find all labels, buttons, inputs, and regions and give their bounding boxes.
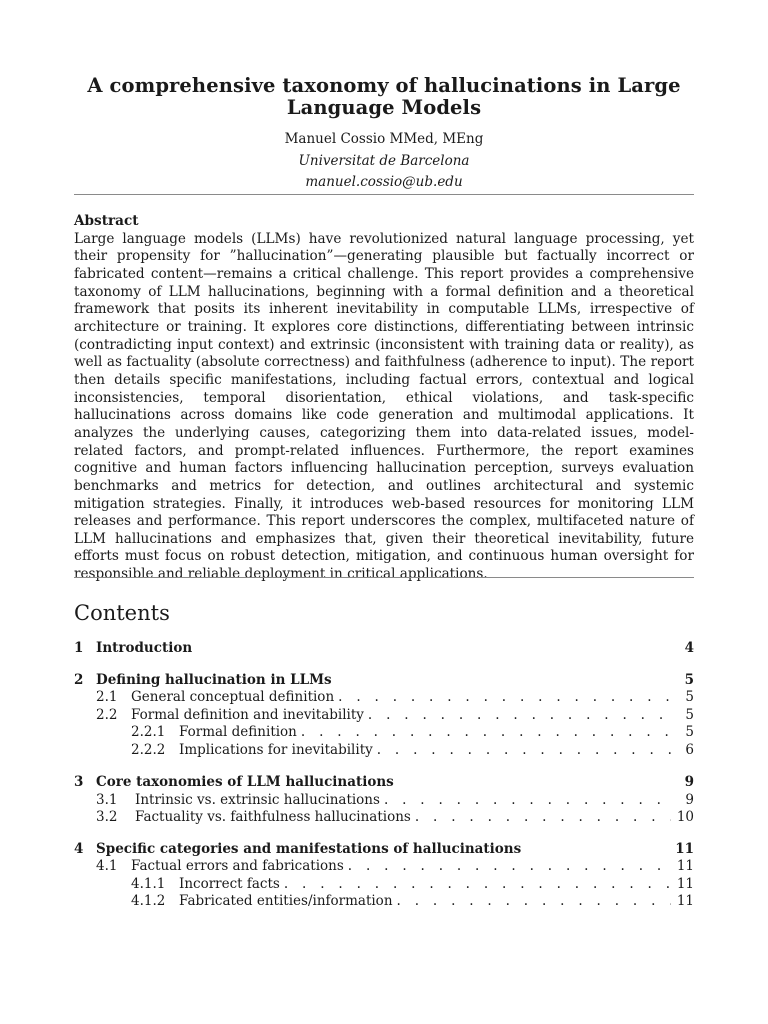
toc-entry[interactable] [74,773,694,791]
toc-entry-number: 4.1 [96,858,118,874]
toc-entry[interactable] [131,892,694,910]
toc-leader-dots [284,875,671,893]
toc-entry-page: 5 [685,689,694,705]
toc-leader-dots [301,723,674,741]
toc-entry-number: 4.1.1 [131,876,166,892]
toc-entry-page: 11 [675,841,694,857]
toc-entry-number: 3.1 [96,792,118,808]
toc-entry-title: General conceptual definition [131,689,335,705]
toc-entry-page: 6 [685,742,694,758]
toc-entry[interactable] [74,840,694,858]
toc-entry-page: 9 [685,792,694,808]
toc-entry[interactable] [131,875,694,893]
toc-entry-page: 11 [676,876,694,892]
author-name: Manuel Cossio MMed, MEng [284,131,484,147]
author-affiliation: Universitat de Barcelona [298,153,470,169]
toc-leader-dots [368,706,674,724]
toc-entry-page: 10 [676,809,694,825]
abstract-text: Large language models (LLMs) have revolutionized natural language processing, yet their propensity for ”hallucination”—generating plausible but factually incorrect or fabricated content—remains a critical challenge. This report provides a comprehensive taxonomy of LLM hallucinations, beginning with a formal definition and a theoretical framework that posits its inherent inevitability in computable LLMs, irrespective of architecture or training. It explores core distinctions, differentiating between intrinsic (contradicting input context) and extrinsic (inconsistent with training data or reality), as well as factuality (absolute correctness) and faithfulness (adherence to input). The report then details specific manifestations, including factual errors, contextual and logical inconsistencies, temporal disorientation, ethical violations, and task-specific hallucinations across domains like code generation and multimodal applications. It analyzes the underlying causes, categorizing them into data-related issues, model-related factors, and prompt-related influences. Furthermore, the report examines cognitive and human factors influencing hallucination perception, surveys evaluation benchmarks and metrics for detection, and outlines architectural and systemic mitigation strategies. Finally, it introduces web-based resources for monitoring LLM releases and performance. This report underscores the complex, multifaceted nature of LLM hallucinations and emphasizes that, given their theoretical inevitability, future efforts must focus on robust detection, mitigation, and continuous human oversight for responsible and reliable deployment in critical applications. [74,230,694,583]
toc-leader-dots [397,892,671,910]
toc-leader-dots [348,857,671,875]
toc-entry-title: Fabricated entities/information [179,893,393,909]
toc-entry-number: 3.2 [96,809,118,825]
toc-entry[interactable] [96,688,694,706]
abstract-divider [74,577,694,578]
toc-entry[interactable] [131,741,694,759]
toc-entry-number: 4 [74,841,84,857]
author-email: manuel.cossio@ub.edu [305,174,463,190]
toc-entry[interactable] [74,639,694,657]
toc-entry-title: Incorrect facts [179,876,280,892]
toc-entry-title: Defining hallucination in LLMs [96,672,332,688]
toc-entry-title: Introduction [96,640,193,656]
toc-entry-page: 5 [685,724,694,740]
paper-title: A comprehensive taxonomy of hallucinations in Large Language Models [87,74,681,119]
toc-entry-page: 5 [685,707,694,723]
toc-leader-dots [384,791,674,809]
toc-entry[interactable] [74,671,694,689]
toc-entry-number: 2.2.2 [131,742,166,758]
toc-entry-page: 11 [676,858,694,874]
toc-leader-dots [377,741,674,759]
toc-entry-title: Factual errors and fabrications [131,858,344,874]
toc-entry-number: 2.1 [96,689,118,705]
abstract-heading: Abstract [74,213,139,229]
toc-entry-title: Formal definition [179,724,297,740]
toc-entry-title: Core taxonomies of LLM hallucinations [96,774,394,790]
toc-entry-title: Intrinsic vs. extrinsic hallucinations [135,792,380,808]
toc-entry-page: 4 [684,640,694,656]
toc-entry-number: 4.1.2 [131,893,166,909]
toc-entry-title: Formal definition and inevitability [131,707,364,723]
toc-entry-number: 3 [74,774,84,790]
toc-entry-number: 2.2.1 [131,724,166,740]
toc-entry-number: 2.2 [96,707,118,723]
toc-entry[interactable] [96,857,694,875]
toc-entry[interactable] [96,808,694,826]
toc-entry-title: Factuality vs. faithfulness hallucinations [135,809,411,825]
toc-entry-number: 2 [74,672,84,688]
header-divider [74,194,694,195]
toc-entry-title: Specific categories and manifestations of hallucinations [96,841,522,857]
toc-entry-page: 5 [684,672,694,688]
toc-entry-number: 1 [74,640,84,656]
toc-entry[interactable] [131,723,694,741]
toc-entry[interactable] [96,706,694,724]
abstract-section [74,213,694,584]
toc-entry-page: 9 [684,774,694,790]
contents-heading: Contents [74,601,170,625]
toc-entry-page: 11 [676,893,694,909]
toc-entry-title: Implications for inevitability [179,742,373,758]
toc-entry[interactable] [96,791,694,809]
toc-leader-dots [415,808,671,826]
toc-leader-dots [338,688,674,706]
